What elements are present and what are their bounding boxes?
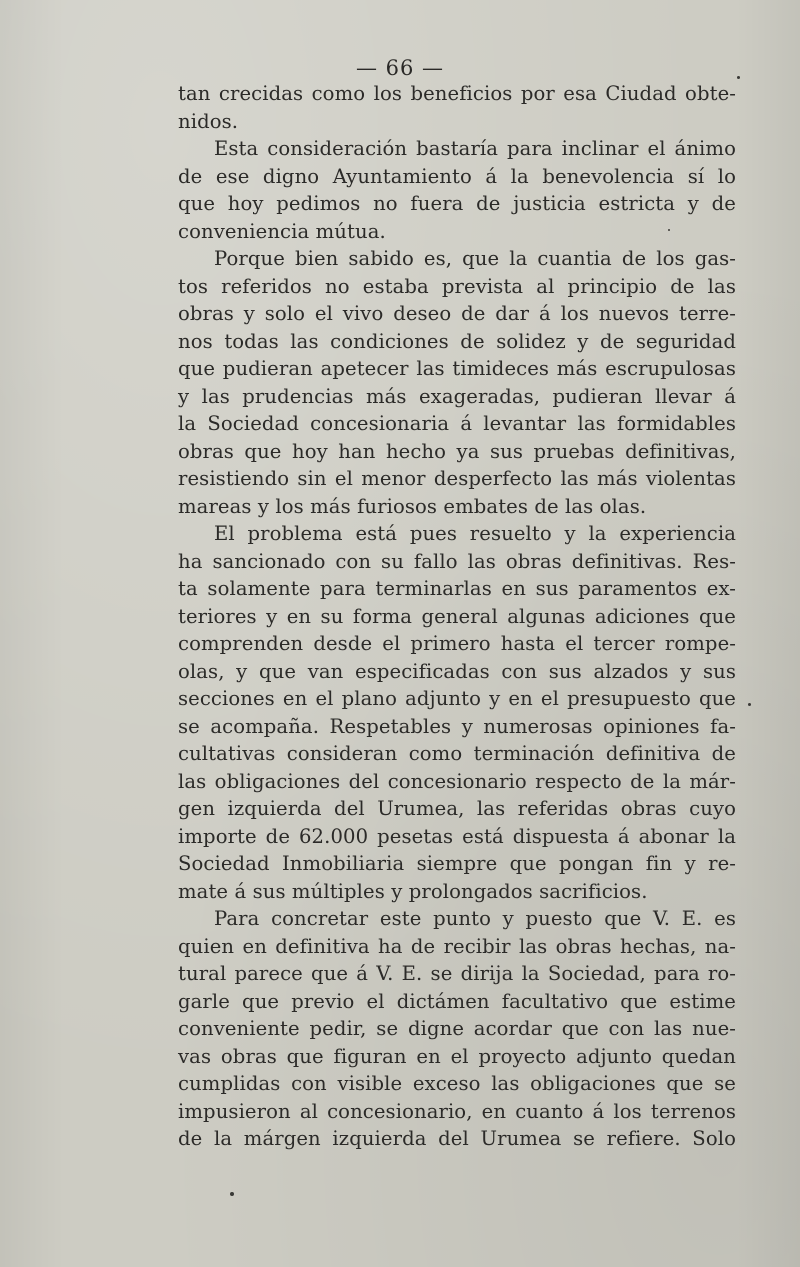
text-line: de ese digno Ayuntamiento á la benevolencia sí lo bbox=[178, 164, 736, 188]
ink-speck bbox=[748, 703, 751, 706]
text-line: cumplidas con visible exceso las obligaciones que se bbox=[178, 1072, 736, 1095]
text-line: impusieron al concesionario, en cuanto á los terrenos bbox=[178, 1099, 736, 1123]
text-line: obras y solo el vivo deseo de dar á los nuevos terre- bbox=[178, 302, 736, 325]
page-number: — 66 — bbox=[355, 56, 445, 80]
text-line: El problema está pues resuelto y la experiencia bbox=[214, 522, 736, 545]
text-line: nos todas las condiciones de solidez y de seguridad bbox=[178, 329, 736, 353]
text-line: nidos. bbox=[178, 109, 239, 133]
text-line: vas obras que figuran en el proyecto adjunto quedan bbox=[178, 1044, 736, 1068]
text-line: ta solamente para terminarlas en sus paramentos ex- bbox=[178, 577, 736, 600]
text-line: que hoy pedimos no fuera de justicia estricta y de bbox=[178, 192, 736, 215]
text-line: obras que hoy han hecho ya sus pruebas definitivas, bbox=[178, 439, 736, 463]
text-line: conveniencia mútua. bbox=[178, 219, 386, 243]
ink-speck bbox=[230, 1192, 234, 1196]
text-line: cultativas consideran como terminación definitiva de bbox=[178, 742, 736, 765]
text-line: olas, y que van especificadas con sus alzados y sus bbox=[178, 659, 736, 683]
text-line: tos referidos no estaba prevista al principio de las bbox=[178, 274, 736, 298]
text-line: garle que previo el dictámen facultativo que estime bbox=[178, 989, 736, 1013]
text-line: Esta consideración bastaría para inclinar el ánimo bbox=[214, 137, 736, 160]
text-line: ha sancionado con su fallo las obras definitivas. Res- bbox=[178, 549, 736, 573]
text-line: de la márgen izquierda del Urumea se refiere. Solo bbox=[178, 1127, 736, 1150]
ink-speck bbox=[668, 229, 670, 231]
ink-speck bbox=[737, 76, 740, 79]
text-line: comprenden desde el primero hasta el tercer rompe- bbox=[178, 632, 736, 655]
text-line: importe de 62.000 pesetas está dispuesta á abonar la bbox=[178, 824, 736, 848]
text-line: secciones en el plano adjunto y en el presupuesto que bbox=[178, 687, 736, 710]
text-line: las obligaciones del concesionario respecto de la már- bbox=[178, 769, 736, 793]
text-line: que pudieran apetecer las timideces más escrupulosas bbox=[178, 357, 736, 380]
text-line: conveniente pedir, se digne acordar que con las nue- bbox=[178, 1017, 736, 1040]
text-line: gen izquierda del Urumea, las referidas obras cuyo bbox=[178, 797, 736, 820]
text-line: Sociedad Inmobiliaria siempre que pongan fin y re- bbox=[178, 852, 736, 875]
text-line: y las prudencias más exageradas, pudieran llevar á bbox=[178, 384, 736, 408]
text-line: Para concretar este punto y puesto que V. E. es bbox=[214, 907, 736, 930]
text-line: Porque bien sabido es, que la cuantia de los gas- bbox=[214, 247, 736, 270]
text-line: mareas y los más furiosos embates de las olas. bbox=[178, 494, 647, 518]
text-line: resistiendo sin el menor desperfecto las más violentas bbox=[178, 467, 736, 490]
body-text bbox=[178, 80, 736, 1153]
text-line: se acompaña. Respetables y numerosas opiniones fa- bbox=[178, 714, 736, 738]
text-line: la Sociedad concesionaria á levantar las formidables bbox=[178, 412, 736, 435]
text-line: mate á sus múltiples y prolongados sacrificios. bbox=[178, 879, 648, 903]
text-line: tan crecidas como los beneficios por esa Ciudad obte- bbox=[178, 82, 736, 105]
text-line: teriores y en su forma general algunas adiciones que bbox=[178, 604, 736, 628]
text-line: tural parece que á V. E. se dirija la Sociedad, para ro- bbox=[178, 962, 736, 985]
text-line: quien en definitiva ha de recibir las obras hechas, na- bbox=[178, 934, 736, 958]
